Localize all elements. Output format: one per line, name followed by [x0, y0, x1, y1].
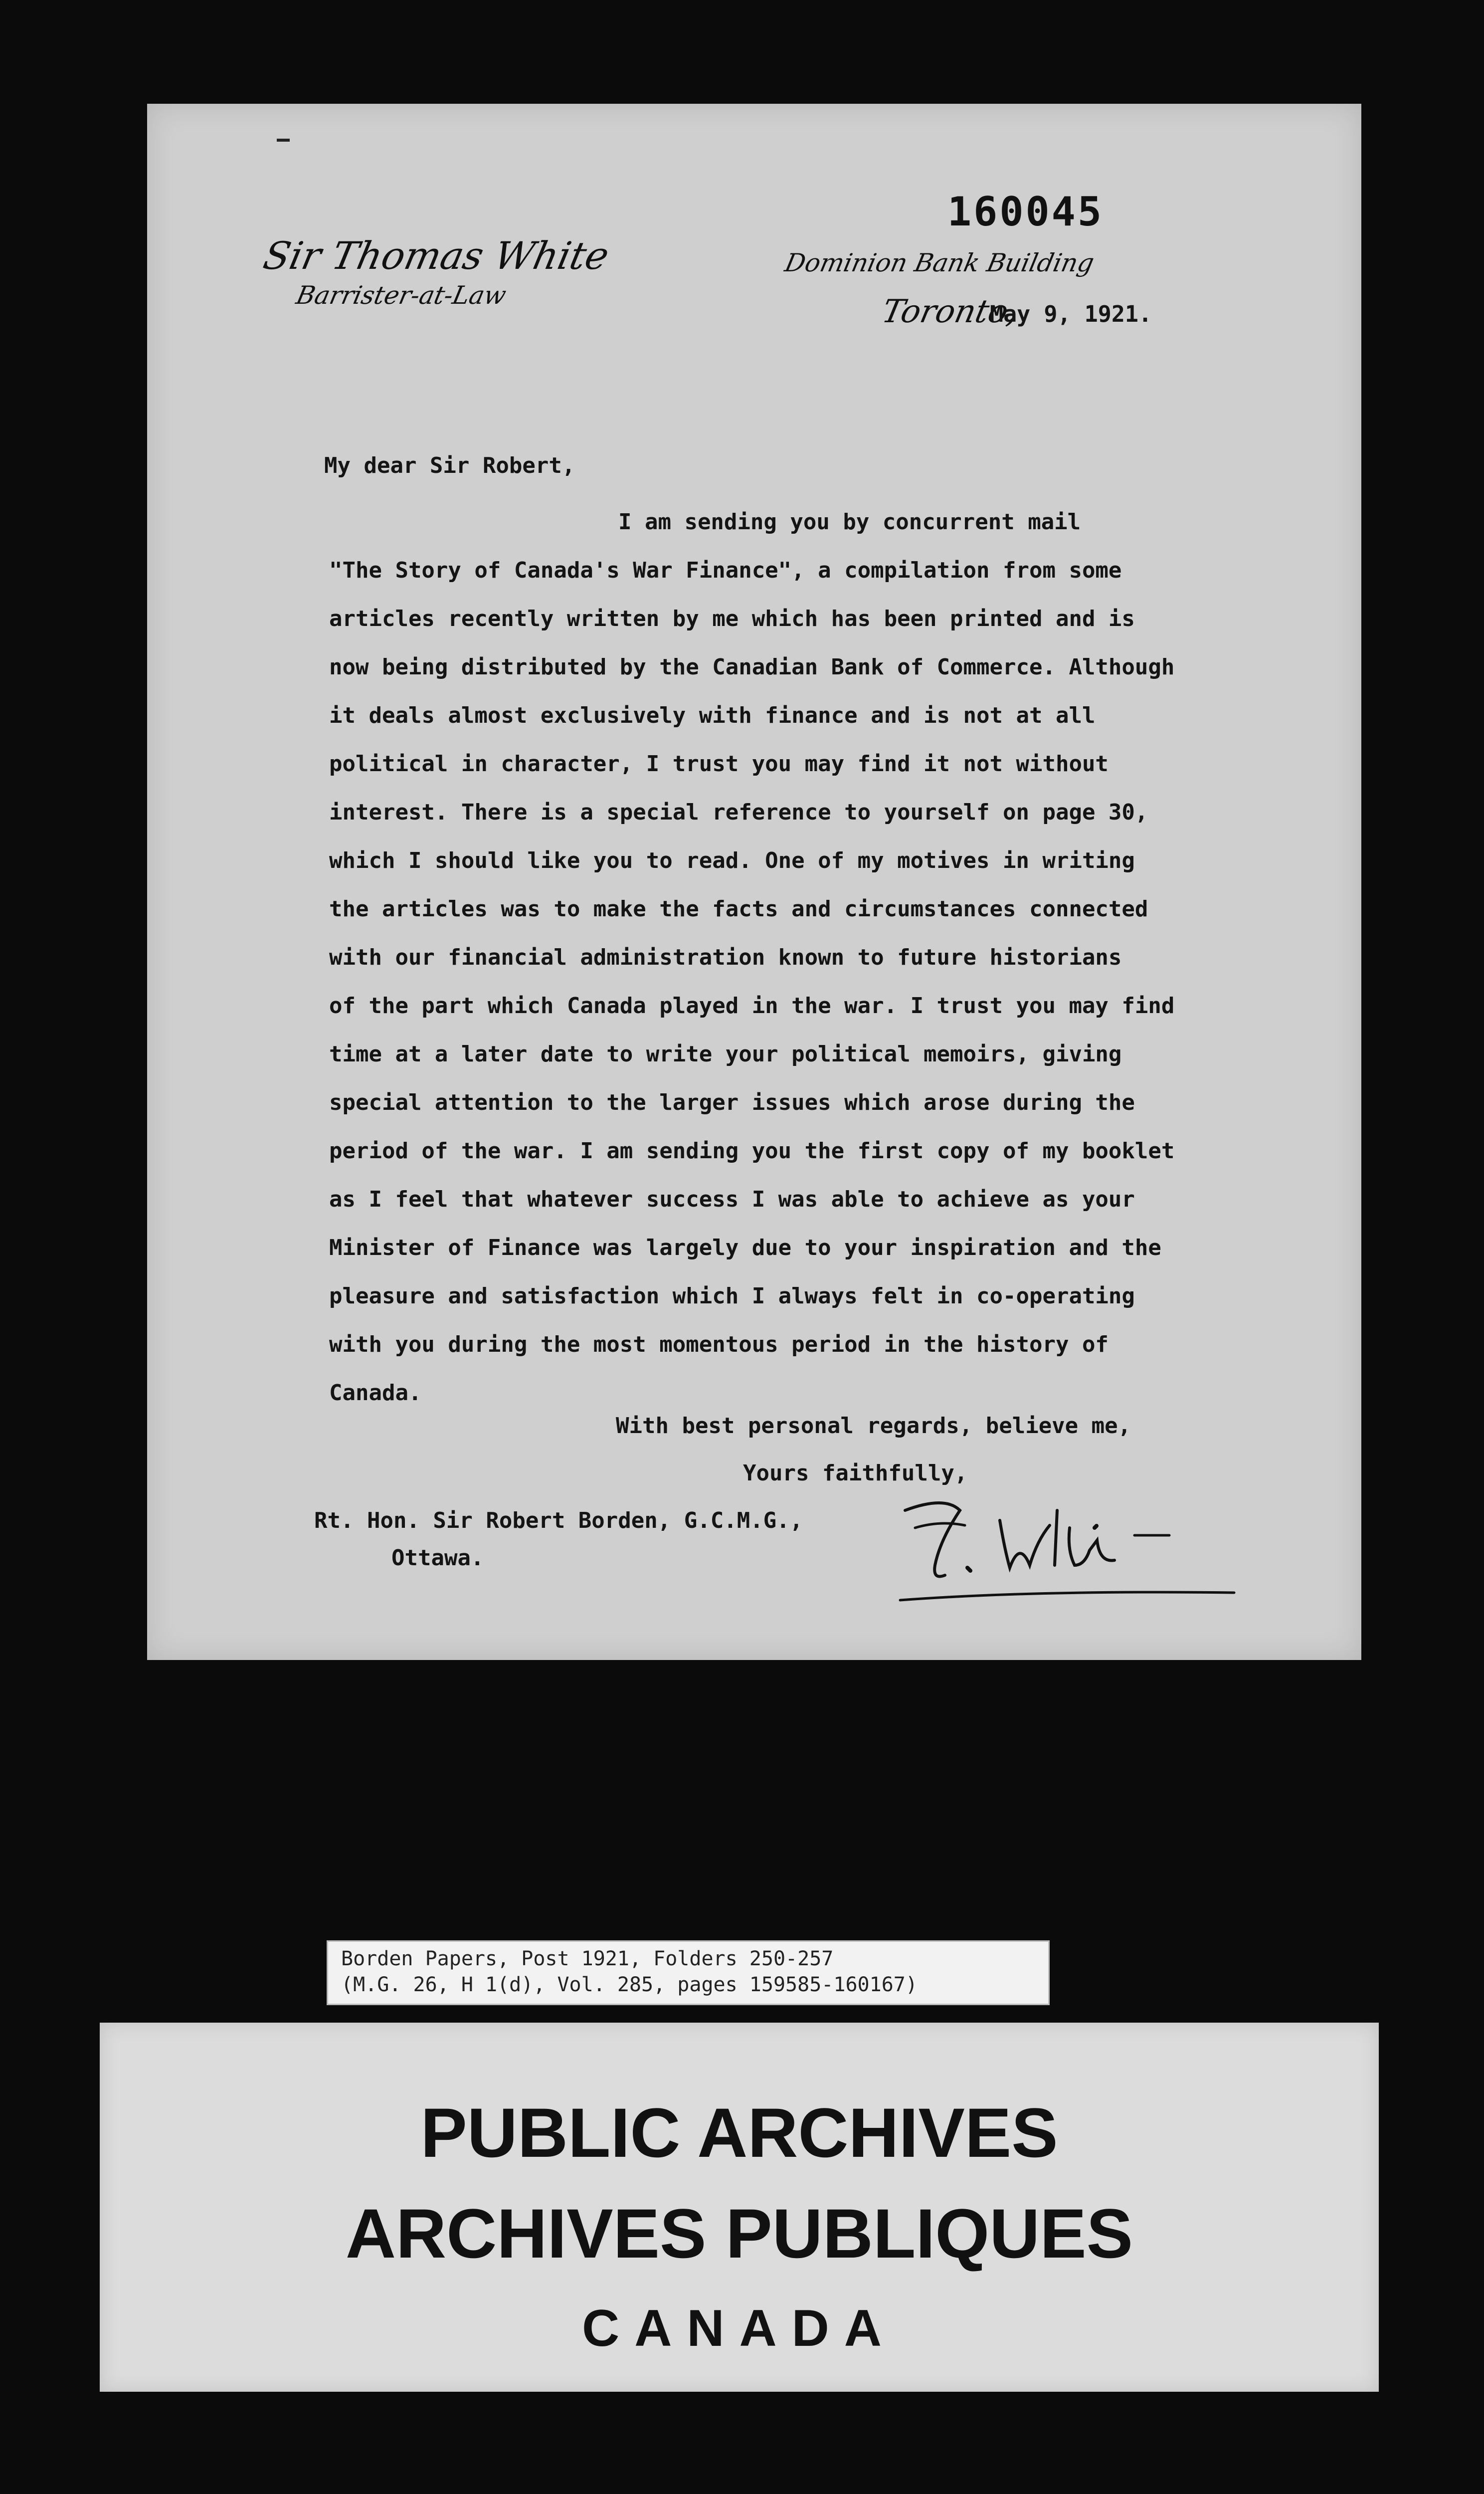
- letterhead-address: Dominion Bank Building: [782, 248, 1097, 277]
- body-line: I am sending you by concurrent mail: [618, 509, 1081, 535]
- handwritten-signature: [885, 1480, 1244, 1610]
- body-line: Minister of Finance was largely due to your inspiration and the: [329, 1235, 1161, 1260]
- body-line: with you during the most momentous period in the history of: [329, 1332, 1109, 1357]
- stamp-line-french: ARCHIVES PUBLIQUES: [345, 2194, 1133, 2273]
- body-line: articles recently written by me which has been printed and is: [329, 606, 1135, 631]
- body-line: Canada.: [329, 1380, 422, 1406]
- letter-date: May 9, 1921.: [990, 301, 1152, 327]
- body-line: time at a later date to write your political memoirs, giving: [329, 1041, 1122, 1067]
- letter-page: [147, 104, 1361, 1660]
- letter-body: [329, 498, 1306, 1417]
- body-line: as I feel that whatever success I was able to achieve as your: [329, 1187, 1135, 1212]
- body-line: of the part which Canada played in the war. I trust you may find: [329, 993, 1175, 1019]
- valediction: Yours faithfully,: [743, 1460, 968, 1486]
- stamp-line-country: CANADA: [582, 2299, 897, 2357]
- recipient-city: Ottawa.: [391, 1545, 484, 1571]
- reference-line-2: (M.G. 26, H 1(d), Vol. 285, pages 159585-160167): [341, 1973, 918, 1996]
- letterhead-name: Sir Thomas White: [259, 233, 613, 278]
- body-line: "The Story of Canada's War Finance", a compilation from some: [329, 558, 1122, 583]
- reference-line-1: Borden Papers, Post 1921, Folders 250-257: [341, 1947, 834, 1970]
- body-line: with our financial administration known to future historians: [329, 945, 1122, 970]
- salutation: My dear Sir Robert,: [324, 453, 575, 478]
- archive-reference-label: [327, 1940, 1050, 2005]
- body-line: pleasure and satisfaction which I always felt in co-operating: [329, 1283, 1135, 1309]
- body-line: period of the war. I am sending you the first copy of my booklet: [329, 1138, 1175, 1164]
- body-line: now being distributed by the Canadian Bank of Commerce. Although: [329, 654, 1175, 680]
- body-line: political in character, I trust you may find it not without: [329, 751, 1109, 777]
- body-line: the articles was to make the facts and circumstances connected: [329, 896, 1148, 922]
- document-number: 160045: [947, 189, 1104, 235]
- archives-stamp-card: [100, 2023, 1379, 2392]
- body-line: it deals almost exclusively with finance and is not at all: [329, 703, 1096, 728]
- stamp-line-english: PUBLIC ARCHIVES: [420, 2093, 1058, 2172]
- body-line: which I should like you to read. One of my motives in writing: [329, 848, 1135, 873]
- recipient-name: Rt. Hon. Sir Robert Borden, G.C.M.G.,: [314, 1508, 803, 1533]
- closing: With best personal regards, believe me,: [616, 1413, 1131, 1439]
- letterhead-title: Barrister-at-Law: [293, 281, 509, 310]
- body-line: interest. There is a special reference to yourself on page 30,: [329, 800, 1148, 825]
- body-line: special attention to the larger issues which arose during the: [329, 1090, 1135, 1115]
- scan-mark: [277, 139, 290, 142]
- letterhead-city: Toronto,: [879, 293, 1022, 330]
